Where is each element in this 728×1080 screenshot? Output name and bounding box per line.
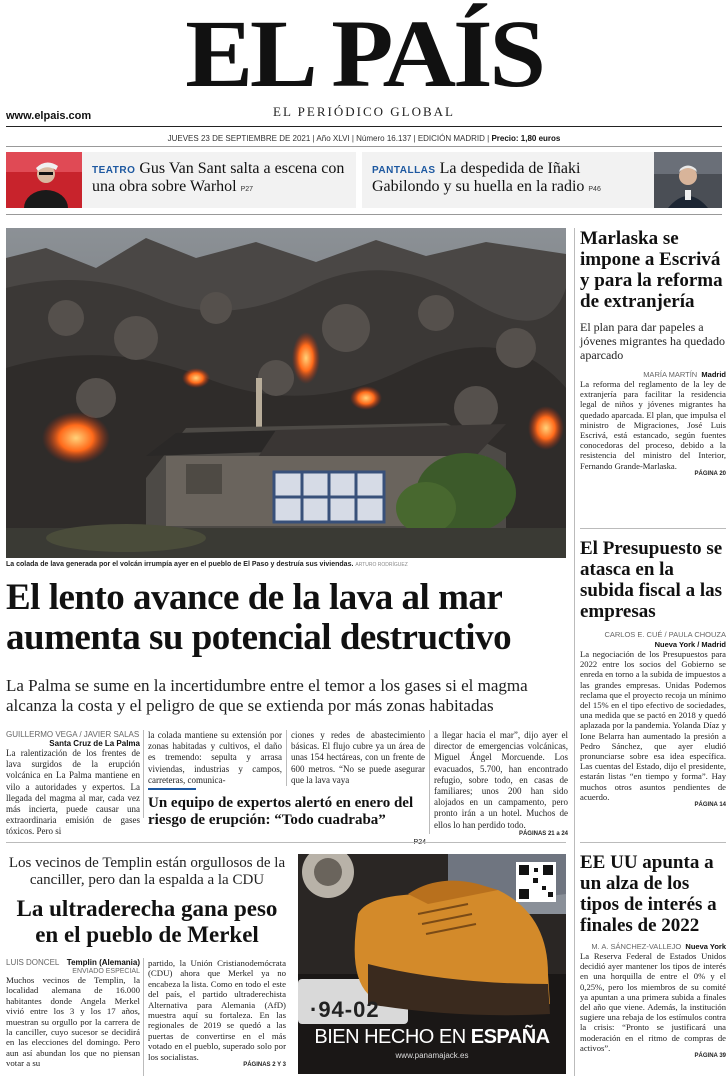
side-headline[interactable]: El Presupuesto se atasca en la subida fiscal a las empresas xyxy=(580,538,723,622)
main-col-3 xyxy=(291,730,425,786)
merkel-place: Templin (Alemania) xyxy=(66,958,140,967)
side-story-marlaska xyxy=(580,228,726,477)
merkel-headline[interactable]: La ultraderecha gana peso en el pueblo de Merkel xyxy=(16,896,278,947)
side-byline: M. A. SÁNCHEZ-VALLEJO xyxy=(591,942,682,951)
merkel-body-col2: partido, la Unión Cristianodemócrata (CDU) ahora que Merkel ya no encabeza la lista. Como en todo el este del país, el partido ultraderechista Alternativa para Alemania (AfD) muestra aquí su fortaleza. En las regionales de 2019 se quedó a las puertas de convertirse en el más votado en el pueblo, superado solo por los socialistas. xyxy=(148,958,286,1062)
side-byline: CARLOS E. CUÉ / PAULA CHOUZA xyxy=(604,630,726,639)
main-body-col3: ciones y redes de abastecimiento básicas. El flujo cubre ya un área de unas 154 hectáreas, con un frente de 600 metros. “No se puede asegurar que la lava vaya xyxy=(291,730,425,785)
ad-slogan-2: ESPAÑA xyxy=(470,1026,550,1048)
merkel-col-2 xyxy=(148,958,286,1068)
merkel-kicker: Los vecinos de Templin están orgullosos de la canciller, pero dan la espalda a la CDU xyxy=(8,855,286,888)
main-col-1 xyxy=(6,730,140,838)
photo-caption xyxy=(6,561,566,568)
col-divider xyxy=(143,958,144,1076)
side-page: PÁGINA 14 xyxy=(694,802,726,809)
main-col-4 xyxy=(434,730,568,837)
teaser-page: P27 xyxy=(240,186,254,193)
col-divider xyxy=(429,730,430,834)
ad-url[interactable]: www.panamajack.es xyxy=(395,1051,469,1060)
main-pages: PÁGINAS 21 a 24 xyxy=(518,830,568,837)
teaser-rule xyxy=(6,214,722,215)
side-place: Nueva York / Madrid xyxy=(654,639,726,649)
teaser-section: PANTALLAS xyxy=(372,165,436,176)
main-subhead: La Palma se sume en la incertidumbre entre el temor a los gases si el magma alcanza la costa y el peligro de que se extienda por más zonas habitadas xyxy=(6,676,528,715)
price: Precio: 1,80 euros xyxy=(489,134,561,143)
related-accent xyxy=(148,788,196,790)
side-place: Madrid xyxy=(701,370,726,379)
side-rule xyxy=(580,842,726,843)
main-headline[interactable]: El lento avance de la lava al mar aumenta su potencial destructivo xyxy=(6,577,512,658)
main-photo[interactable] xyxy=(6,228,566,558)
teaser-pantallas[interactable] xyxy=(362,152,722,208)
merkel-byline: LUIS DONCEL xyxy=(6,958,60,967)
dateline-rule xyxy=(6,146,722,147)
teaser-text[interactable]: La despedida de Iñaki Gabilondo y su huella en la radio xyxy=(372,160,585,195)
dateline-text: JUEVES 23 DE SEPTIEMBRE DE 2021 | Año XLVI | Número 16.137 | EDICIÓN MADRID | xyxy=(167,134,490,143)
side-place: Nueva York xyxy=(685,942,726,951)
teaser-section: TEATRO xyxy=(92,165,136,176)
side-body: La reforma del reglamento de la ley de extranjería para facilitar la residencia legal de niños y jóvenes migrantes ha quedado aparcada. El plan, que impulsa el ministro de Migraciones, José Luis Escrivá, está estancado, según fuentes conocedoras del proceso, debido a la resistencia del ministro del Interior, Fernando Grande-Marlaska. xyxy=(580,379,726,471)
side-page: PÁGINA 20 xyxy=(694,470,726,477)
main-body-col2: la colada mantiene su extensión por zonas habitadas y cultivos, el daño es tremendo: sepulta y arrasa viviendas, industrias y campos, carreteras, comunica- xyxy=(148,730,282,785)
col-divider xyxy=(286,730,287,786)
side-body: La Reserva Federal de Estados Unidos decidió ayer mantener los tipos de interés en una horquilla de entre el 0% y el 0,25%, pero los miembros de su comité ya apuntan a una primera subida a finales del año que viene. Además, la institución sugiere una rebaja de los estímulos contra la crisis: “Pronto se justificará una moderación en el ritmo de compras de activos”. xyxy=(580,951,726,1053)
side-body: La negociación de los Presupuestos para 2022 entre los socios del Gobierno se enreda en torno a la subida de impuestos a las grandes empresas. Unidas Podemos reclama que el proyecto recoja un mínimo del 15% en el tipo efectivo de sociedades, una medida que se pactó en 2018 y quedó aplazada por la pandemia. Yolanda Díaz y Ione Belarra han aumentado la presión a Pedro Sánchez, que ayer eludió pronunciarse sobre esa idea específica. Las cuentas del Estado, dijo el presidente, estarán listas “en tiempo y forma”. Hay muchos otros asuntos pendientes de acuerdo. xyxy=(580,649,726,802)
photo-credit: ARTURO RODRÍGUEZ xyxy=(355,562,408,568)
side-subhead: El plan para dar papeles a jóvenes migrantes ha quedado aparcado xyxy=(580,320,725,362)
site-url[interactable]: www.elpais.com xyxy=(6,110,92,122)
ad-slogan-1: BIEN HECHO EN xyxy=(314,1026,471,1048)
merkel-pages: PÁGINAS 2 Y 3 xyxy=(243,1062,286,1069)
side-byline: MARÍA MARTÍN xyxy=(643,370,698,379)
merkel-col-1 xyxy=(6,958,140,1069)
teaser-photo-gabilondo xyxy=(654,152,722,208)
side-headline[interactable]: EE UU apunta a un alza de los tipos de interés a finales de 2022 xyxy=(580,852,717,936)
teaser-teatro[interactable] xyxy=(6,152,356,208)
masthead-tagline: EL PERIÓDICO GLOBAL xyxy=(273,104,455,119)
main-byline: GUILLERMO VEGA / JAVIER SALAS xyxy=(6,730,140,739)
merkel-body-col1: Muchos vecinos de Templin, la localidad alemana de 16.000 habitantes donde Angela Merkel vivió entre los 3 y los 17 años, muestran su orgullo por la carrera de la canciller, cuyo sucesor se decidirá en las elecciones del domingo. Pero aun así abundan los que no piensan votar a su xyxy=(6,975,140,1069)
right-column-divider xyxy=(574,228,575,1076)
side-headline[interactable]: Marlaska se impone a Escrivá y para la reforma de extranjería xyxy=(580,228,723,312)
related-headline[interactable]: Un equipo de expertos alertó en enero del riesgo de erupción: “Todo cuadraba” xyxy=(148,795,414,828)
teaser-page: P46 xyxy=(588,186,601,193)
masthead-rule xyxy=(6,126,722,127)
teaser-photo-warhol xyxy=(6,152,82,208)
section-rule xyxy=(6,842,566,843)
dateline xyxy=(0,134,728,143)
caption-text: La colada de lava generada por el volcán irrumpía ayer en el pueblo de El Paso y destruía sus viviendas. xyxy=(6,561,354,568)
side-page: PÁGINA 39 xyxy=(694,1053,726,1060)
side-rule xyxy=(580,528,726,529)
col-divider xyxy=(143,730,144,818)
merkel-role: ENVIADO ESPECIAL xyxy=(72,968,140,975)
main-body-col4: a llegar hacia el mar”, dijo ayer el director de emergencias volcánicas, Miguel Ángel Morcuende. Los evacuados, 5.700, han encontrado refugio, sobre todo, en casas de familiares; unos 200 han sido alojados en un campamento, pero pronto irán a un hotel. Muchos de ellos lo han perdido todo. xyxy=(434,730,568,830)
masthead-logo[interactable]: EL PAÍS xyxy=(185,0,543,107)
main-place: Santa Cruz de La Palma xyxy=(49,739,140,748)
side-story-presupuesto xyxy=(580,538,726,808)
ad-plate: ·94-02 xyxy=(310,997,380,1022)
ad-slogan xyxy=(298,1026,566,1049)
advertisement[interactable] xyxy=(298,854,566,1074)
side-story-eeuu xyxy=(580,852,726,1059)
main-body-col1: La ralentización de los frentes de lava surgidos de la erupción volcánica en La Palma mantiene en vilo a autoridades y expertos. La llegada del magma al mar, cada vez más incierta, puede causar una extraordinaria emisión de gases tóxicos. Pero si xyxy=(6,748,140,837)
main-col-2 xyxy=(148,730,282,786)
teaser-text[interactable]: Gus Van Sant salta a escena con una obra sobre Warhol xyxy=(92,160,345,195)
